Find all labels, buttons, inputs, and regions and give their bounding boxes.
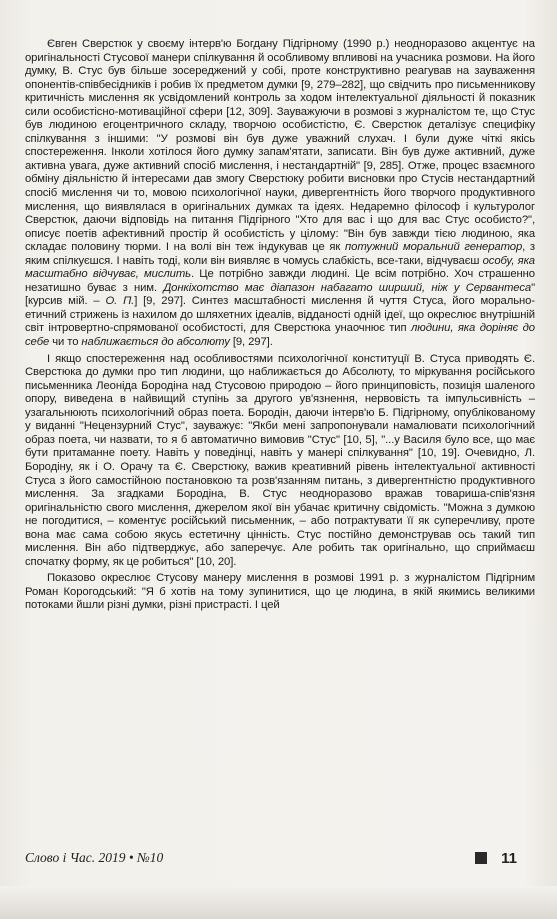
page-footer [25, 848, 517, 868]
text-segment: Показово окреслює Стусову манеру мислення в розмові 1991 р. з журналістом Підгірним Роман Корогодський: "Я б хотів на тому зупинитися, що це людина, в якій якимись великими потоками йшли різні думки, різні пристрасті. І цей [25, 572, 535, 612]
page-number-box [475, 850, 517, 867]
italic-text: особу, яка масштабно відчуває, мислить [25, 254, 535, 281]
italic-text: Донкіхотство має діапазон набагато ширший, ніж у Сервантеса [163, 281, 532, 294]
text-segment: , з яким спілкуєшся. І навіть тоді, коли він виявляє в чомусь слабкість, все-таки, відчуваєш [25, 241, 536, 267]
italic-text: наближається до абсолюту [81, 336, 230, 349]
text-segment: . Це потрібно завжди людині. Це всім потрібно. Хоч страшенно незатишно буває з ним. [25, 268, 535, 294]
italic-text: людини, яка доріняє до себе [25, 322, 535, 349]
body-paragraph [25, 38, 535, 350]
text-segment: чи то [49, 336, 82, 349]
text-segment: Євген Сверстюк у своєму інтерв'ю Богдану Підгірному (1990 р.) неодноразово акцентує на оригінальності Стусової манери спілкування й особливому впливові на учасника розмови. На його думку, В. Стус був більше зосереджений у собі, проте конструктивно реагував на зауваження опонентів-співбесідників і робив їх предметом думки [9, 279–282], що свідчить про письменникову критичність мислення як усвідомлений контроль за ходом інтелектуальної діяльності й показник сили особистісно-мотиваційної сфери [12, 309]. Зауважуючи в розмові з журналістом те, що Стус був людиною егоцентричного складу, творчою особистістю, Є. Сверстюк деталізує специфіку спілкування з іншими: "У розмові він був дуже уважний слухач. І були дуже чіткі якісь спостереження. Інколи хотілося його думку запам'ятати, записати. Він був дуже активний, дуже активна увага, дуже активний спосіб мислення, і нестандартній" [9, 285]. Отже, процес взаємного обміну діяльністю й інтересами дав змогу Сверстюку робити висновки про Стусів нестандартний спосіб мислення чи то, мовою психологічної науки, дивергентність його творчого продуктивного мислення, що виявлялася в оригінальних думках та ідеях. Недаремно філософ і культуролог Сверстюк, даючи відповідь на питання Підгірного "Хто для вас і що для вас Стус особисто?", описує поетів афективний простір й особистість у цілому: "Він був завжди тією людиною, яка складає половину тюрми. І на волі він теж індукував це як [25, 38, 535, 254]
italic-text: потужний моральний генератор [345, 241, 523, 254]
italic-text: О. П. [105, 295, 135, 308]
body-paragraph [25, 572, 535, 613]
text-segment: [9, 297]. [229, 336, 273, 349]
page-bottom-edge [0, 886, 557, 919]
text-segment: І якщо спостереження над особливостями психологічної конституції В. Стуса приводять Є. Сверстюка до думки про тип людини, що наближається до Абсолюту, то міркування російського письменника Леоніда Бородіна над Стусовою природою – його принциповість, позиція шаленого опору, виведена в найвищий ступінь за другого ув'язнення, нервовість та імпульсивність – узагальнюють психологічний образ поета. Бородін, даючи інтерв'ю Б. Підгірному, опублікованому у виданні "Нецензурний Стус", зауважує: "Якби мені запропонували намалювати психологічний образ поета, чи назвати, то я б автоматично вимовив "Стус" [10, 5], "...у Василя було все, що має бути притаманне поету. Навіть у поведінці, навіть у манері спілкування" [10, 19]. Очевидно, Л. Бородіну, як і О. Орачу та Є. Сверстюку, важив креативний рівень інтелектуальної активності Стуса з його самостійною постановкою та розв'язанням питань, з дивергентністю продуктивного мислення. За згадками Бородіна, В. Стус неодноразово вражав товариша-спів'язня оригінальністю свого мислення, джерелом якої він убачає критичну свідомість. "Можна з думкою не погодитися, – коментує російський письменник, – або потрактувати її як суперечливу, проте вона має сама собою якусь естетичну цінність. Стус постійно демонстрував ось такий тип мислення. Він або підтверджує, або заперечує. Але робить так оригінально, що сприймаєш спочатку форму, як це робиться" [10, 20]. [25, 352, 535, 568]
text-segment: " [курсив мій. – [25, 281, 535, 308]
journal-title: Слово і Час. 2019 • №10 [25, 850, 164, 865]
page-number: 11 [501, 849, 517, 867]
text-column [25, 38, 535, 616]
square-marker-icon [475, 852, 487, 864]
text-segment: ] [9, 297]. Синтез масштабності мислення й чуття Стуса, його морально-етичний стрижень із нахилом до шляхетних ідеалів, відданості одній ідеї, що окреслює внутрішній світ інтровертно-спрямованої особистості, для Сверстюка унаочнює тип [25, 295, 535, 335]
body-paragraph [25, 353, 535, 570]
